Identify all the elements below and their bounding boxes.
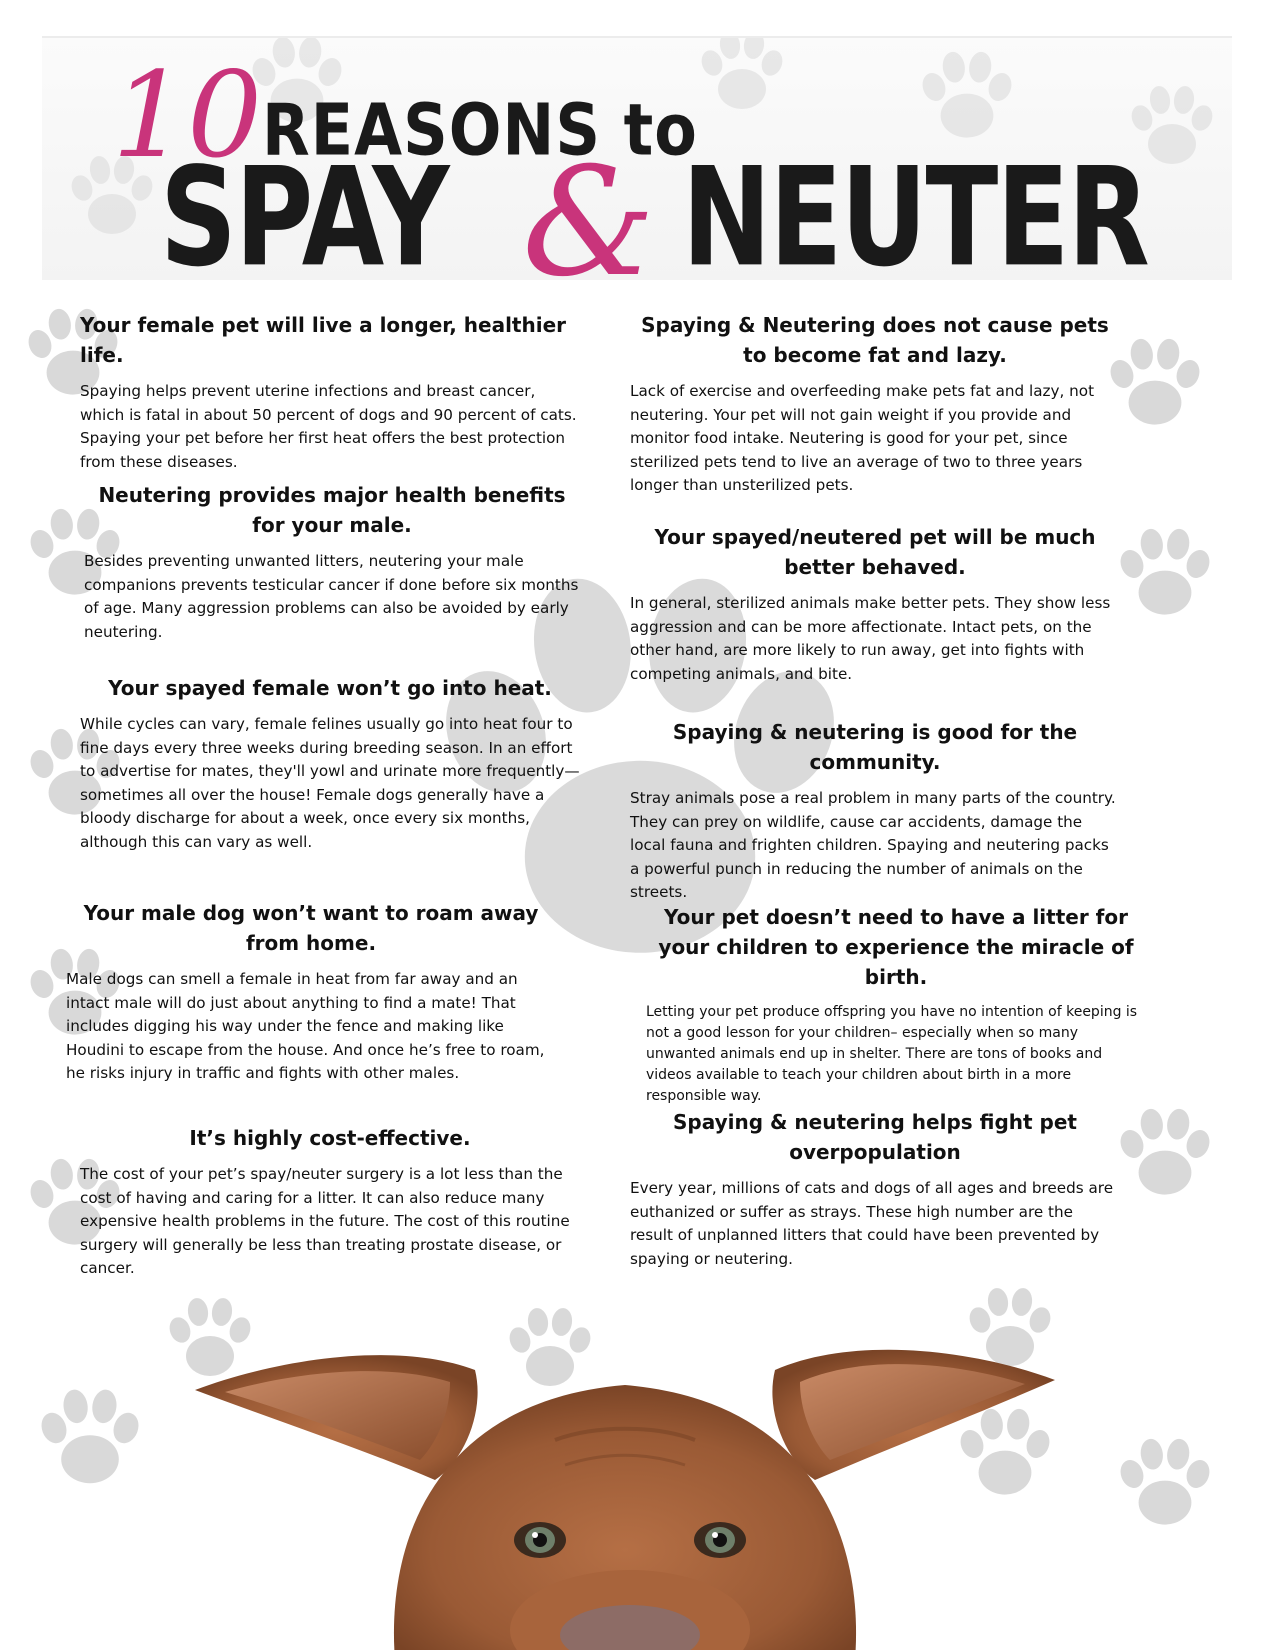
- reason-heading: Spaying & neutering is good for the community.: [672, 720, 1078, 774]
- reason-body: The cost of your pet’s spay/neuter surgery is a lot less than the cost of having and caring for a litter. It can also reduce many expensive health problems in the future. The cost of this routine surgery will generally be less than treating prostate disease, or cancer.: [80, 1165, 570, 1277]
- title-reasons-to: REASONS to: [262, 88, 698, 172]
- reason-heading: It’s highly cost-effective.: [189, 1126, 471, 1150]
- title-spay: SPAY: [160, 139, 448, 280]
- reason-body: Stray animals pose a real problem in many parts of the country. They can prey on wildlife, cause car accidents, damage the local fauna and frighten children. Spaying and neutering packs a powerful punch in reducing the number of animals on the streets.: [630, 789, 1116, 901]
- reason-heading: Your spayed/neutered pet will be much better behaved.: [654, 525, 1096, 579]
- reason-body: Besides preventing unwanted litters, neutering your male companions prevents testicular cancer if done before six months of age. Many aggression problems can also be avoided by early neutering.: [84, 552, 579, 641]
- reason-heading: Your spayed female won’t go into heat.: [108, 676, 552, 700]
- reason-section: [646, 902, 1146, 1107]
- reason-body: Male dogs can smell a female in heat from far away and an intact male will do just about anything to find a mate! That includes digging his way under the fence and making like Houdini to escape from the house. And once he’s free to roam, he risks injury in traffic and fights with other males.: [66, 970, 545, 1082]
- reason-section: [630, 522, 1120, 686]
- paw-print-icon: [1110, 1100, 1220, 1210]
- reason-section: [630, 717, 1120, 905]
- reason-section: [66, 898, 556, 1086]
- reason-section: [80, 673, 580, 854]
- reason-body: Every year, millions of cats and dogs of all ages and breeds are euthanized or suffer as strays. These high number are the result of unplanned litters that could have been prevented by spaying or neutering.: [630, 1179, 1114, 1268]
- title-neuter: NEUTER: [682, 139, 1149, 280]
- reason-heading: Spaying & Neutering does not cause pets to become fat and lazy.: [641, 313, 1109, 367]
- paw-print-icon: [1110, 1430, 1220, 1540]
- paw-print-icon: [912, 43, 1022, 153]
- reason-body: Spaying helps prevent uterine infections and breast cancer, which is fatal in about 50 percent of dogs and 90 percent of cats. Spaying your pet before her first heat offers the best protection from these diseases.: [80, 382, 577, 471]
- paw-print-icon: [692, 36, 792, 123]
- reason-heading: Your female pet will live a longer, healthier life.: [80, 313, 567, 367]
- reason-section: [630, 1107, 1120, 1271]
- reason-heading: Your pet doesn’t need to have a litter for your children to experience the miracle of birth.: [658, 905, 1134, 989]
- title-banner: [42, 36, 1232, 280]
- reason-heading: Your male dog won’t want to roam away from home.: [83, 901, 539, 955]
- title-number: 10: [112, 46, 263, 184]
- reason-body: In general, sterilized animals make better pets. They show less aggression and can be more affectionate. Intact pets, on the other hand, are more likely to run away, get into fights with competing animals, and bite.: [630, 594, 1111, 683]
- reason-body: Letting your pet produce offspring you have no intention of keeping is not a good lesson for your children– especially when so many unwanted animals end up in shelter. There are tons of books and videos available to teach your children about birth in a more responsible way.: [646, 1004, 1138, 1104]
- reason-body: Lack of exercise and overfeeding make pets fat and lazy, not neutering. Your pet will not gain weight if you provide and monitor food intake. Neutering is good for your pet, since sterilized pets tend to live an average of two to three years longer than unsterilized pets.: [630, 382, 1095, 494]
- dog-photo: [195, 1330, 1055, 1650]
- reason-heading: Neutering provides major health benefits for your male.: [98, 483, 566, 537]
- reason-section: [84, 480, 580, 644]
- paw-print-icon: [1110, 520, 1220, 630]
- reason-body: While cycles can vary, female felines usually go into heat four to fine days every three weeks during breeding season. In an effort to advertise for mates, they'll yowl and urinate more frequently—sometimes all over the house! Female dogs generally have a bloody discharge for about a week, once every six months, although this can vary as well.: [80, 715, 580, 851]
- reason-section: [80, 1123, 580, 1281]
- title-ampersand: &: [522, 136, 656, 280]
- paw-print-icon: [30, 1380, 150, 1500]
- reason-heading: Spaying & neutering helps fight pet overpopulation: [672, 1110, 1077, 1164]
- reason-section: [80, 310, 580, 474]
- reason-section: [630, 310, 1120, 498]
